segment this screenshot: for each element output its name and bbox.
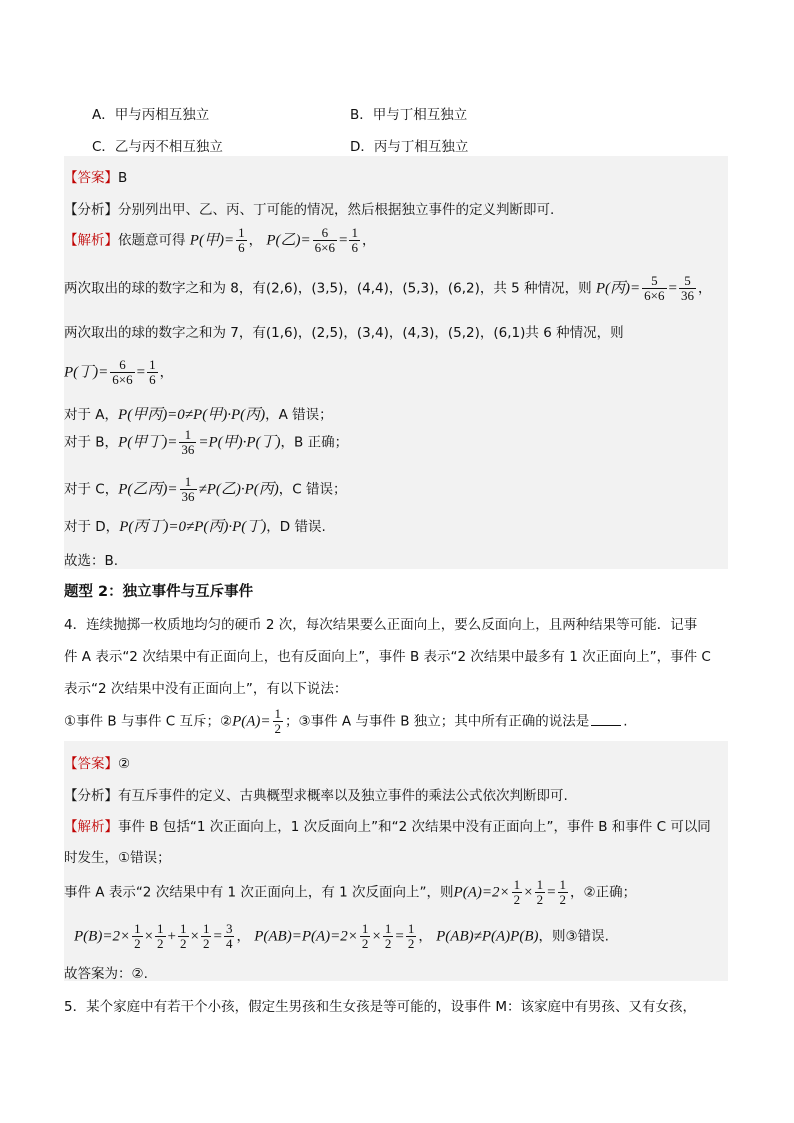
fraction: $\frac{1}{2}$ xyxy=(157,921,164,951)
section-title: 题型 2：独立事件与互斥事件 xyxy=(64,584,254,600)
q4-stem-line1: 4．连续抛掷一枚质地均匀的硬币 2 次，每次结果要么正面向上，要么反面向上，且两种结果等可能．记事 xyxy=(64,617,698,633)
fraction: $\frac{1}{2}$ xyxy=(274,706,281,736)
q3-solution-line3: 两次取出的球的数字之和为 7，有(1,6)，(2,5)，(3,4)，(4,3)，(5,2)，(6,1)共 6 种情况，则 xyxy=(64,325,624,341)
q4-analysis-line: 【分析】有互斥事件的定义、古典概型求概率以及独立事件的乘法公式依次判断即可. xyxy=(64,788,568,804)
q4-solution-line3: 事件 A 表示“2 次结果中有 1 次正面向上，有 1 次反面向上”，则P(A)=2× $\frac{1}{2}$ × $\frac{1}{2}$ = $\frac{1}{2}$ ，②正确； xyxy=(64,877,637,907)
q3-solution-line4: P(丁)= $\frac{6}{6\times 6}$ = $\frac{1}{6}$ ， xyxy=(64,357,174,387)
q5-stem-line1: 5．某个家庭中有若干个小孩，假定生男孩和生女孩是等可能的，设事件 M：该家庭中有男孩、又有女孩， xyxy=(64,999,697,1015)
q3-solution-b: 对于 B，P(甲丁)= $\frac{1}{36}$ =P(甲)·P(丁)，B 正确； xyxy=(64,427,349,457)
fraction: $\frac{6}{6\times 6}$ xyxy=(314,225,335,255)
fraction: $\frac{1}{6}$ xyxy=(351,225,358,255)
analysis-tag: 【分析】 xyxy=(64,202,118,218)
fraction: $\frac{6}{6\times 6}$ xyxy=(112,357,133,387)
fraction: $\frac{1}{2}$ xyxy=(180,921,187,951)
fraction: $\frac{1}{36}$ xyxy=(181,474,195,504)
fraction: $\frac{1}{36}$ xyxy=(181,427,195,457)
q4-answer-line: 【答案】② xyxy=(64,756,131,772)
fraction: $\frac{1}{2}$ xyxy=(536,877,544,907)
option-c: C．乙与丙不相互独立 xyxy=(92,139,223,155)
fraction: $\frac{1}{2}$ xyxy=(384,921,392,951)
fraction: $\frac{1}{6}$ xyxy=(238,225,245,255)
fraction: $\frac{1}{6}$ xyxy=(149,357,156,387)
fraction: $\frac{1}{2}$ xyxy=(134,921,141,951)
fraction: $\frac{1}{2}$ xyxy=(513,877,521,907)
q3-answer-line xyxy=(64,166,127,186)
option-a: A．甲与丙相互独立 xyxy=(92,107,210,123)
solution-tag: 【解析】 xyxy=(64,232,118,249)
q4-solution-line1: 【解析】事件 B 包括“1 次正面向上，1 次反面向上”和“2 次结果中没有正面向上”，事件 B 和事件 C 可以同 xyxy=(64,819,711,835)
answer-blank xyxy=(591,725,621,726)
fraction: $\frac{1}{2}$ xyxy=(559,877,567,907)
option-b: B．甲与丁相互独立 xyxy=(350,107,468,123)
q4-solution-line2: 时发生，①错误； xyxy=(64,850,171,866)
fraction: $\frac{1}{2}$ xyxy=(361,921,369,951)
fraction: $\frac{1}{2}$ xyxy=(407,921,415,951)
q3-solution-line2: 两次取出的球的数字之和为 8，有(2,6)，(3,5)，(4,4)，(5,3)，(6,2)，共 5 种情况，则 P(丙)= $\frac{5}{6\times 6}$ = $\frac{5}{36}$ ， xyxy=(64,273,712,303)
analysis-text: 分别列出甲、乙、丙、丁可能的情况，然后根据独立事件的定义判断即可. xyxy=(118,202,555,218)
q3-solution-c: 对于 C，P(乙丙)= $\frac{1}{36}$ ≠P(乙)·P(丙)，C 错误； xyxy=(64,474,347,504)
q3-analysis-line xyxy=(64,198,554,218)
answer-tag: 【答案】 xyxy=(64,170,118,186)
q3-solution-d: 对于 D，P(丙丁)=0≠P(丙)·P(丁)，D 错误. xyxy=(64,519,326,535)
q3-conclusion: 故选：B. xyxy=(64,553,119,569)
q3-solution-line1: 【解析】依题意可得 P(甲)= $\frac{1}{6}$ ， P(乙)= $\frac{6}{6\times 6}$ = $\frac{1}{6}$ ， xyxy=(64,225,376,255)
fraction: $\frac{3}{4}$ xyxy=(225,921,233,951)
q4-conclusion: 故答案为：②. xyxy=(64,966,148,982)
q4-solution-line4: P(B)=2× $\frac{1}{2}$ × $\frac{1}{2}$ + $\frac{1}{2}$ × $\frac{1}{2}$ = $\frac{3}{4}$ ， P(AB)=P(A)=2× $\frac{1}{2}$ × $\frac{1}{2}$ = $\frac{1}{2}$ ， P(AB)≠P(A)P(B)，则③错误. xyxy=(74,921,609,951)
fraction: $\frac{5}{6\times 6}$ xyxy=(644,273,665,303)
fraction: $\frac{1}{2}$ xyxy=(202,921,210,951)
q3-solution-a: 对于 A，P(甲丙)=0≠P(甲)·P(丙)，A 错误； xyxy=(64,407,333,423)
q4-statements: ①事件 B 与事件 C 互斥；②P(A)= $\frac{1}{2}$ ；③事件 A 与事件 B 独立；其中所有正确的说法是 . xyxy=(64,706,628,736)
fraction: $\frac{5}{36}$ xyxy=(680,273,694,303)
answer-value: B xyxy=(118,170,128,186)
option-d: D．丙与丁相互独立 xyxy=(350,139,469,155)
q4-stem-line2: 件 A 表示“2 次结果中有正面向上，也有反面向上”，事件 B 表示“2 次结果中最多有 1 次正面向上”，事件 C xyxy=(64,649,711,665)
q4-stem-line3: 表示“2 次结果中没有正面向上”，有以下说法： xyxy=(64,681,348,697)
